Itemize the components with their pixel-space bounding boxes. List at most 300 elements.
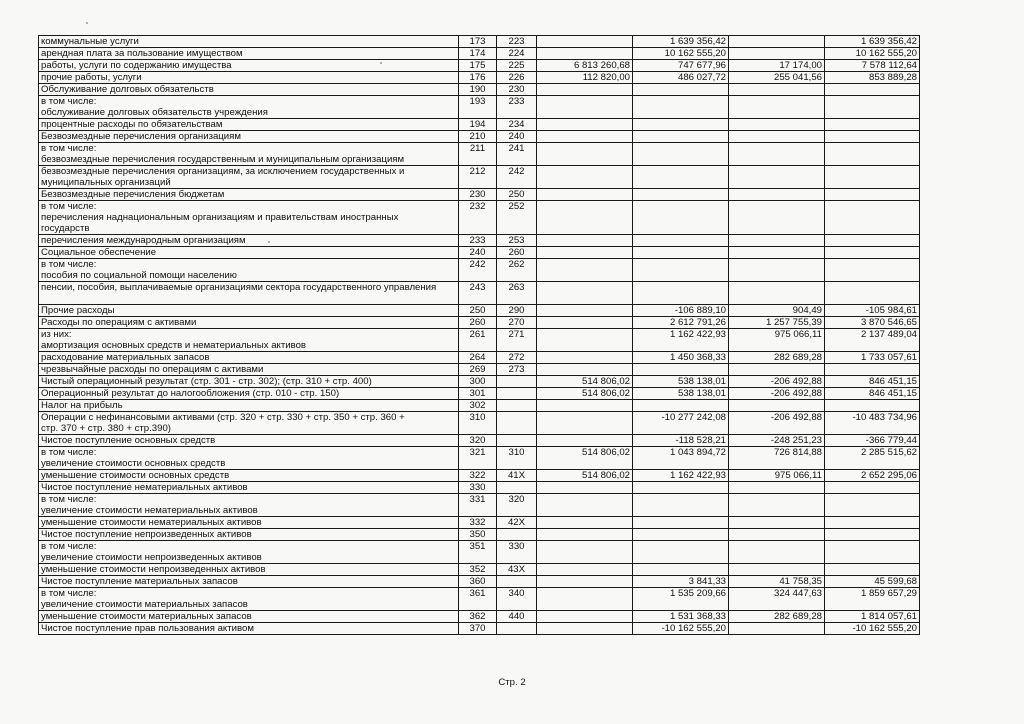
row-label: [39, 564, 459, 576]
amount-v2: [633, 494, 729, 517]
row-label-line: Чистое поступление нематериальных активов: [41, 482, 248, 493]
line-code: 250: [459, 305, 497, 317]
row-label-line: Чистое поступление материальных запасов: [41, 576, 238, 587]
amount-v1: 514 806,02: [537, 447, 633, 470]
amount-v1: 514 806,02: [537, 376, 633, 388]
line-code: 230: [459, 189, 497, 201]
amount-v1: [537, 412, 633, 435]
amount-v1: [537, 494, 633, 517]
line-code: 173: [459, 36, 497, 48]
amount-v1: [537, 623, 633, 635]
line-code: 260: [459, 317, 497, 329]
line-code: 243: [459, 282, 497, 305]
row-label-line: Прочие расходы: [41, 305, 115, 316]
row-label: [39, 166, 459, 189]
row-label: [39, 119, 459, 131]
line-code: 194: [459, 119, 497, 131]
amount-v2: [633, 400, 729, 412]
kosgu-code: 252: [497, 201, 537, 235]
amount-v4: 1 814 057,61: [825, 611, 920, 623]
row-label-line: работы, услуги по содержанию имущества: [41, 60, 232, 71]
row-label: [39, 84, 459, 96]
kosgu-code: 241: [497, 143, 537, 166]
amount-v2: 1 450 368,33: [633, 352, 729, 364]
row-label-line: увеличение стоимости нематериальных активов: [41, 505, 258, 516]
amount-v1: [537, 529, 633, 541]
amount-v4: 45 599,68: [825, 576, 920, 588]
amount-v3: -206 492,88: [729, 412, 825, 435]
row-label-line: Налог на прибыль: [41, 400, 123, 411]
kosgu-code: 271: [497, 329, 537, 352]
amount-v2: [633, 96, 729, 119]
row-label-line: уменьшение стоимости основных средств: [41, 470, 230, 481]
amount-v4: [825, 235, 920, 247]
kosgu-code: 233: [497, 96, 537, 119]
kosgu-code: 43X: [497, 564, 537, 576]
row-label: [39, 576, 459, 588]
amount-v4: 2 652 295,06: [825, 470, 920, 482]
amount-v2: [633, 119, 729, 131]
row-label-line: Чистый операционный результат (стр. 301 - стр. 302); (стр. 310 + стр. 400): [41, 376, 372, 387]
kosgu-code: 330: [497, 541, 537, 564]
line-code: 300: [459, 376, 497, 388]
row-label: [39, 305, 459, 317]
row-label: [39, 611, 459, 623]
amount-v4: [825, 482, 920, 494]
kosgu-code: [497, 388, 537, 400]
amount-v1: [537, 189, 633, 201]
amount-v3: 975 066,11: [729, 470, 825, 482]
amount-v4: [825, 166, 920, 189]
amount-v4: 2 137 489,04: [825, 329, 920, 352]
amount-v1: [537, 235, 633, 247]
row-label: [39, 541, 459, 564]
amount-v2: [633, 143, 729, 166]
line-code: 360: [459, 576, 497, 588]
table-row: [39, 623, 920, 635]
amount-v4: [825, 564, 920, 576]
row-label-line: в том числе:: [41, 143, 97, 154]
amount-v4: 3 870 546,65: [825, 317, 920, 329]
row-label: [39, 201, 459, 235]
row-label: [39, 482, 459, 494]
amount-v2: [633, 189, 729, 201]
amount-v4: [825, 529, 920, 541]
row-label-line: муниципальных организаций: [41, 177, 171, 188]
line-code: 321: [459, 447, 497, 470]
kosgu-code: [497, 576, 537, 588]
amount-v3: 41 758,35: [729, 576, 825, 588]
amount-v3: 17 174,00: [729, 60, 825, 72]
kosgu-code: [497, 376, 537, 388]
amount-v1: [537, 48, 633, 60]
table-row: [39, 143, 920, 166]
amount-v2: 747 677,96: [633, 60, 729, 72]
amount-v4: [825, 517, 920, 529]
amount-v4: [825, 96, 920, 119]
amount-v3: -206 492,88: [729, 388, 825, 400]
amount-v4: 846 451,15: [825, 376, 920, 388]
amount-v2: 538 138,01: [633, 388, 729, 400]
amount-v2: [633, 259, 729, 282]
row-label: [39, 96, 459, 119]
table-row: [39, 201, 920, 235]
amount-v3: [729, 201, 825, 235]
table-row: [39, 317, 920, 329]
table-row: [39, 60, 920, 72]
amount-v4: [825, 143, 920, 166]
amount-v3: [729, 529, 825, 541]
row-label: [39, 247, 459, 259]
line-code: 351: [459, 541, 497, 564]
row-label-line: перечисления международным организациям: [41, 235, 246, 246]
kosgu-code: 263: [497, 282, 537, 305]
table-row: [39, 48, 920, 60]
row-label-line: в том числе:: [41, 447, 97, 458]
line-code: 331: [459, 494, 497, 517]
amount-v2: [633, 131, 729, 143]
kosgu-code: 240: [497, 131, 537, 143]
row-label: [39, 48, 459, 60]
kosgu-code: 234: [497, 119, 537, 131]
kosgu-code: 225: [497, 60, 537, 72]
amount-v1: [537, 282, 633, 305]
amount-v2: 1 531 368,33: [633, 611, 729, 623]
amount-v2: 2 612 791,26: [633, 317, 729, 329]
amount-v2: [633, 517, 729, 529]
amount-v4: [825, 119, 920, 131]
amount-v3: [729, 48, 825, 60]
amount-v1: [537, 166, 633, 189]
row-label: [39, 352, 459, 364]
amount-v3: [729, 482, 825, 494]
amount-v3: 726 814,88: [729, 447, 825, 470]
table-body: [39, 36, 920, 635]
row-label-line: Операции с нефинансовыми активами (стр. 320 + стр. 330 + стр. 350 + стр. 360 +: [41, 412, 405, 423]
row-label-line: Социальное обеспечение: [41, 247, 157, 258]
row-label-line: расходование материальных запасов: [41, 352, 210, 363]
row-label-line: Безвозмездные перечисления организациям: [41, 131, 241, 142]
amount-v3: [729, 166, 825, 189]
table-row: [39, 376, 920, 388]
amount-v4: [825, 364, 920, 376]
amount-v2: [633, 166, 729, 189]
row-label-line: уменьшение стоимости нематериальных активов: [41, 517, 262, 528]
table-row: [39, 517, 920, 529]
amount-v1: [537, 329, 633, 352]
kosgu-code: 224: [497, 48, 537, 60]
amount-v4: 846 451,15: [825, 388, 920, 400]
line-code: 330: [459, 482, 497, 494]
row-label-line: обслуживание долговых обязательств учреждения: [41, 107, 268, 118]
row-label-line: безвозмездные перечисления государственным и муниципальным организациям: [41, 154, 405, 165]
amount-v2: -10 277 242,08: [633, 412, 729, 435]
amount-v1: [537, 259, 633, 282]
amount-v3: [729, 143, 825, 166]
kosgu-code: 260: [497, 247, 537, 259]
amount-v3: [729, 400, 825, 412]
table-row: [39, 470, 920, 482]
amount-v4: -10 162 555,20: [825, 623, 920, 635]
amount-v2: [633, 235, 729, 247]
amount-v3: [729, 623, 825, 635]
amount-v2: [633, 364, 729, 376]
row-label-line: арендная плата за пользование имуществом: [41, 48, 243, 59]
row-label-line: в том числе:: [41, 259, 97, 270]
kosgu-code: 262: [497, 259, 537, 282]
line-code: 190: [459, 84, 497, 96]
kosgu-code: [497, 623, 537, 635]
row-label-line: в том числе:: [41, 494, 97, 505]
amount-v4: -10 483 734,96: [825, 412, 920, 435]
table-row: [39, 259, 920, 282]
amount-v3: [729, 119, 825, 131]
row-label-line: увеличение стоимости основных средств: [41, 458, 226, 469]
scan-speck: [86, 22, 88, 24]
line-code: 264: [459, 352, 497, 364]
amount-v2: 486 027,72: [633, 72, 729, 84]
amount-v4: [825, 259, 920, 282]
amount-v4: [825, 282, 920, 305]
row-label-line: Чистое поступление основных средств: [41, 435, 216, 446]
amount-v4: [825, 541, 920, 564]
line-code: 310: [459, 412, 497, 435]
amount-v4: -366 779,44: [825, 435, 920, 447]
row-label: [39, 189, 459, 201]
kosgu-code: 440: [497, 611, 537, 623]
amount-v2: [633, 541, 729, 564]
amount-v4: [825, 400, 920, 412]
amount-v3: [729, 96, 825, 119]
line-code: 233: [459, 235, 497, 247]
amount-v2: [633, 482, 729, 494]
table-row: [39, 435, 920, 447]
row-label: [39, 60, 459, 72]
row-label-line: уменьшение стоимости непроизведенных активов: [41, 564, 266, 575]
table-row: [39, 588, 920, 611]
row-label: [39, 36, 459, 48]
row-label-line: увеличение стоимости непроизведенных активов: [41, 552, 262, 563]
amount-v1: [537, 588, 633, 611]
amount-v2: 1 639 356,42: [633, 36, 729, 48]
amount-v3: [729, 36, 825, 48]
table-row: [39, 119, 920, 131]
amount-v2: -10 162 555,20: [633, 623, 729, 635]
kosgu-code: [497, 412, 537, 435]
row-label-line: в том числе:: [41, 541, 97, 552]
amount-v2: [633, 84, 729, 96]
amount-v2: -106 889,10: [633, 305, 729, 317]
table-row: [39, 329, 920, 352]
table-row: [39, 494, 920, 517]
amount-v3: 1 257 755,39: [729, 317, 825, 329]
amount-v3: 282 689,28: [729, 611, 825, 623]
row-label-line: в том числе:: [41, 201, 97, 212]
kosgu-code: [497, 482, 537, 494]
amount-v4: [825, 494, 920, 517]
kosgu-code: 270: [497, 317, 537, 329]
line-code: 361: [459, 588, 497, 611]
table-row: [39, 96, 920, 119]
amount-v4: 1 859 657,29: [825, 588, 920, 611]
kosgu-code: 42X: [497, 517, 537, 529]
row-label: [39, 623, 459, 635]
row-label: [39, 494, 459, 517]
line-code: 175: [459, 60, 497, 72]
kosgu-code: 272: [497, 352, 537, 364]
table-row: [39, 564, 920, 576]
amount-v4: 2 285 515,62: [825, 447, 920, 470]
row-label: [39, 376, 459, 388]
row-label: [39, 143, 459, 166]
amount-v3: -248 251,23: [729, 435, 825, 447]
amount-v2: [633, 564, 729, 576]
amount-v2: 1 162 422,93: [633, 329, 729, 352]
line-code: 211: [459, 143, 497, 166]
line-code: 269: [459, 364, 497, 376]
amount-v4: 1 639 356,42: [825, 36, 920, 48]
row-label-line: Чистое поступление непроизведенных активов: [41, 529, 252, 540]
kosgu-code: 223: [497, 36, 537, 48]
line-code: 176: [459, 72, 497, 84]
amount-v1: 514 806,02: [537, 470, 633, 482]
amount-v1: [537, 564, 633, 576]
row-label: [39, 388, 459, 400]
table-row: [39, 84, 920, 96]
row-label-line: коммунальные услуги: [41, 36, 139, 47]
table-row: [39, 166, 920, 189]
row-label-line: Чистое поступление прав пользования активом: [41, 623, 254, 634]
row-label-line: стр. 370 + стр. 380 + стр.390): [41, 423, 171, 434]
line-code: 362: [459, 611, 497, 623]
row-label: [39, 529, 459, 541]
amount-v2: [633, 529, 729, 541]
amount-v4: [825, 201, 920, 235]
row-label: [39, 447, 459, 470]
table-row: [39, 400, 920, 412]
kosgu-code: 226: [497, 72, 537, 84]
amount-v3: [729, 189, 825, 201]
row-label-line: уменьшение стоимости материальных запасов: [41, 611, 252, 622]
row-label-line: увеличение стоимости материальных запасов: [41, 599, 248, 610]
row-label-line: из них:: [41, 329, 72, 340]
line-code: 350: [459, 529, 497, 541]
line-code: 332: [459, 517, 497, 529]
line-code: 370: [459, 623, 497, 635]
kosgu-code: 250: [497, 189, 537, 201]
kosgu-code: 320: [497, 494, 537, 517]
amount-v1: [537, 435, 633, 447]
line-code: 242: [459, 259, 497, 282]
kosgu-code: 242: [497, 166, 537, 189]
amount-v2: 10 162 555,20: [633, 48, 729, 60]
row-label-line: Расходы по операциям с активами: [41, 317, 197, 328]
amount-v4: [825, 189, 920, 201]
kosgu-code: [497, 400, 537, 412]
amount-v1: [537, 541, 633, 564]
amount-v2: -118 528,21: [633, 435, 729, 447]
row-label-line: Операционный результат до налогообложения (стр. 010 - стр. 150): [41, 388, 340, 399]
row-label-line: процентные расходы по обязательствам: [41, 119, 223, 130]
amount-v3: [729, 247, 825, 259]
row-label: [39, 364, 459, 376]
amount-v3: 255 041,56: [729, 72, 825, 84]
row-label-line: Безвозмездные перечисления бюджетам: [41, 189, 225, 200]
table-row: [39, 282, 920, 305]
kosgu-code: 310: [497, 447, 537, 470]
amount-v1: 514 806,02: [537, 388, 633, 400]
amount-v1: [537, 317, 633, 329]
amount-v1: [537, 247, 633, 259]
table-row: [39, 529, 920, 541]
row-label: [39, 317, 459, 329]
table-row: [39, 235, 920, 247]
amount-v4: 10 162 555,20: [825, 48, 920, 60]
amount-v1: 6 813 260,68: [537, 60, 633, 72]
line-code: 212: [459, 166, 497, 189]
amount-v3: 282 689,28: [729, 352, 825, 364]
amount-v4: 7 578 112,64: [825, 60, 920, 72]
amount-v2: [633, 201, 729, 235]
table-row: [39, 189, 920, 201]
row-label: [39, 588, 459, 611]
amount-v2: 1 535 209,66: [633, 588, 729, 611]
amount-v1: [537, 364, 633, 376]
kosgu-code: 273: [497, 364, 537, 376]
row-label-line: чрезвычайные расходы по операциям с активами: [41, 364, 264, 375]
amount-v2: [633, 247, 729, 259]
table-row: [39, 72, 920, 84]
row-label-line: прочие работы, услуги: [41, 72, 142, 83]
amount-v1: [537, 84, 633, 96]
amount-v1: [537, 517, 633, 529]
amount-v1: [537, 201, 633, 235]
line-code: 240: [459, 247, 497, 259]
line-code: 193: [459, 96, 497, 119]
line-code: 301: [459, 388, 497, 400]
amount-v3: [729, 84, 825, 96]
row-label-line: амортизация основных средств и нематериальных активов: [41, 340, 307, 351]
table-row: [39, 305, 920, 317]
amount-v2: 3 841,33: [633, 576, 729, 588]
table-row: [39, 447, 920, 470]
row-label-line: перечисления наднациональным организациям и правительствам иностранных: [41, 212, 399, 223]
row-label: [39, 259, 459, 282]
row-label: [39, 72, 459, 84]
amount-v3: [729, 259, 825, 282]
amount-v4: -105 984,61: [825, 305, 920, 317]
amount-v2: 538 138,01: [633, 376, 729, 388]
row-label: [39, 235, 459, 247]
line-code: 352: [459, 564, 497, 576]
row-label-line: безвозмездные перечисления организациям, за исключением государственных и: [41, 166, 405, 177]
table-row: [39, 482, 920, 494]
amount-v3: -206 492,88: [729, 376, 825, 388]
row-label-line: Обслуживание долговых обязательств: [41, 84, 214, 95]
amount-v1: [537, 131, 633, 143]
amount-v2: [633, 282, 729, 305]
amount-v1: [537, 352, 633, 364]
amount-v3: [729, 364, 825, 376]
row-label: [39, 412, 459, 435]
amount-v3: 904,49: [729, 305, 825, 317]
amount-v3: [729, 494, 825, 517]
amount-v3: [729, 282, 825, 305]
row-label: [39, 517, 459, 529]
row-label: [39, 329, 459, 352]
amount-v3: [729, 541, 825, 564]
amount-v3: 324 447,63: [729, 588, 825, 611]
